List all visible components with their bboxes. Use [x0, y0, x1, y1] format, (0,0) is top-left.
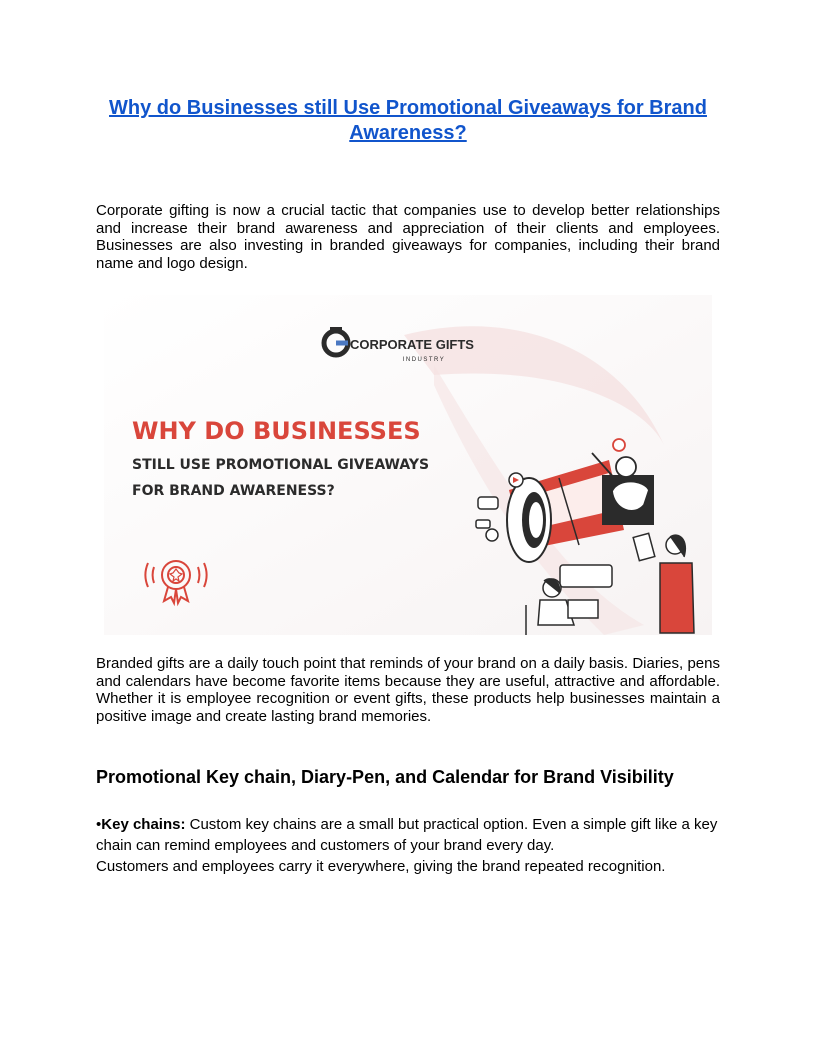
- banner-image: [104, 295, 712, 635]
- logo-text: CORPORATE GIFTS: [350, 337, 474, 352]
- bullet-extra: Customers and employees carry it everywhere, giving the brand repeated recognition.: [96, 858, 666, 875]
- bullet-label: Key chains:: [101, 816, 186, 833]
- title-link[interactable]: Why do Businesses still Use Promotional Giveaways for Brand Awareness?: [109, 97, 707, 144]
- intro-paragraph: Corporate gifting is now a crucial tactic that companies use to develop better relationships and increase their brand awareness and appreciation of their clients and employees. Businesses are also investing in branded giveaways for companies, including their brand name and logo design.: [96, 202, 720, 272]
- document-title[interactable]: [96, 96, 720, 146]
- banner-subline-1: STILL USE PROMOTIONAL GIVEAWAYS: [132, 457, 430, 473]
- banner-headline: WHY DO BUSINESSES: [132, 417, 421, 445]
- section-heading: Promotional Key chain, Diary-Pen, and Calendar for Brand Visibility: [96, 767, 674, 787]
- banner-subline-2: FOR BRAND AWARENESS?: [132, 483, 335, 499]
- bullet-symbol: •: [96, 816, 102, 833]
- branded-gifts-paragraph: Branded gifts are a daily touch point that reminds of your brand on a daily basis. Diaries, pens and calendars have become favorite items because they are useful, attractive and affordable. Whether it is employee recognition or event gifts, these products help businesses maintain a positive image and create lasting brand memories.: [96, 655, 720, 725]
- logo-subtext: INDUSTRY: [402, 357, 446, 363]
- key-chains-bullet: [96, 814, 720, 877]
- bullet-text: Custom key chains are a small but practical option. Even a simple gift like a key chain can remind employees and customers of your brand every day.: [96, 816, 718, 854]
